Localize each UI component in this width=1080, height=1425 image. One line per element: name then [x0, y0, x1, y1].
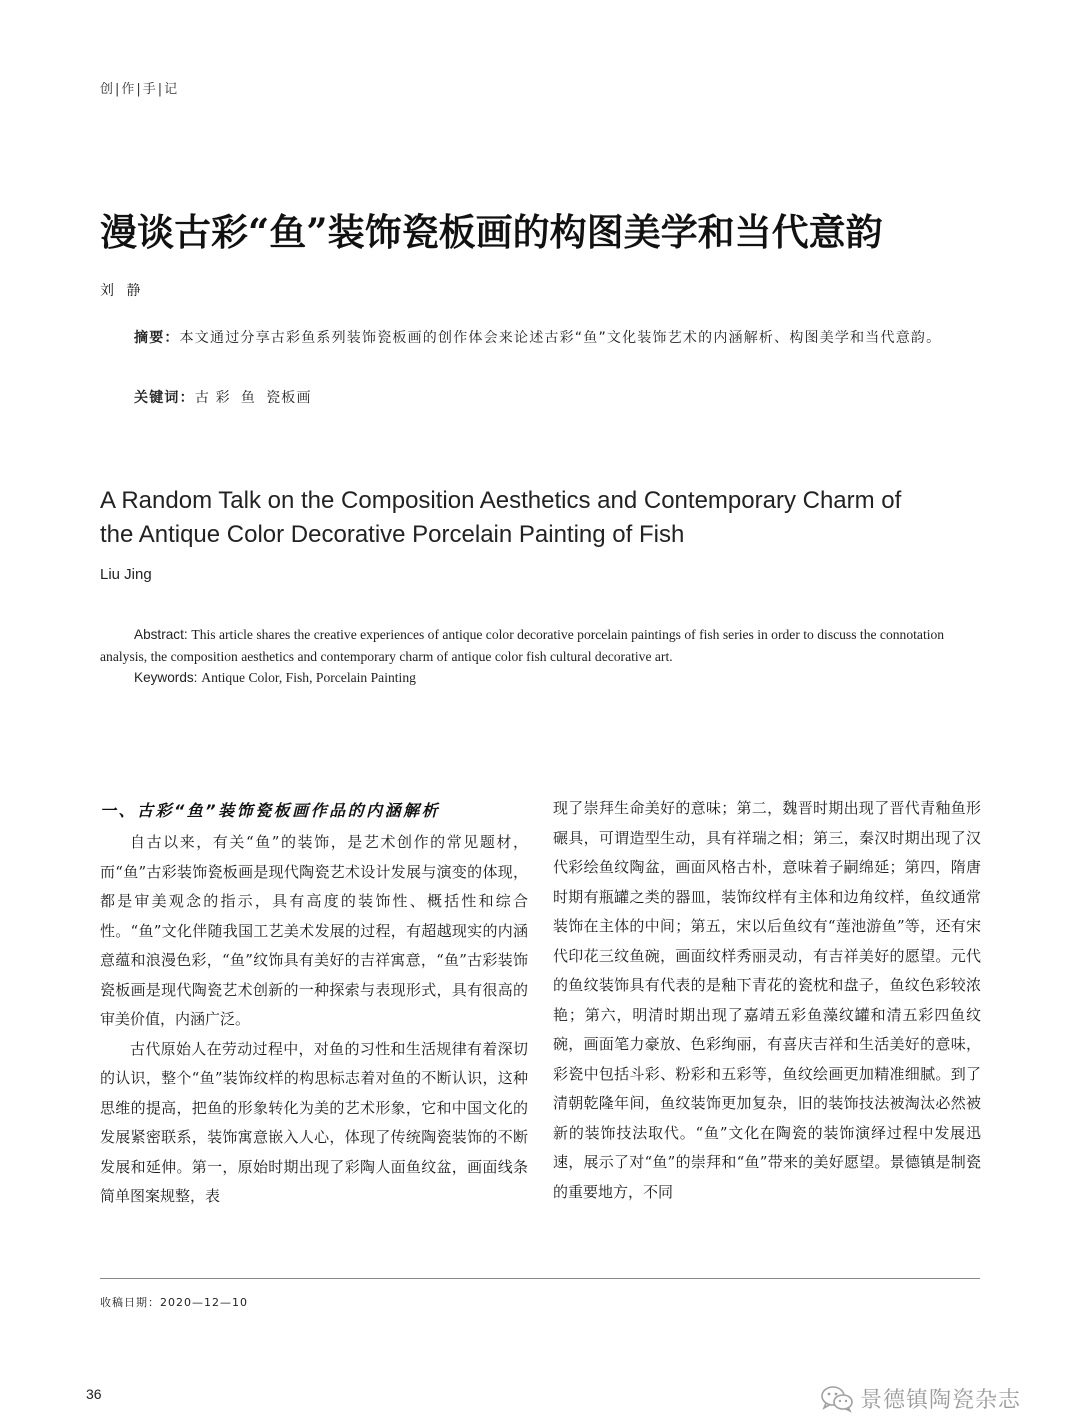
- chinese-title: 漫谈古彩“鱼”装饰瓷板画的构图美学和当代意韵: [100, 210, 883, 254]
- chinese-keyword-3: 瓷板画: [266, 390, 312, 406]
- body-column-left: [100, 796, 528, 1212]
- english-abstract-label: Abstract:: [134, 627, 192, 642]
- chinese-keyword-1: 古 彩: [194, 390, 231, 406]
- english-keywords-text: Antique Color, Fish, Porcelain Painting: [201, 670, 416, 685]
- watermark-text: 景德镇陶瓷杂志: [860, 1388, 1022, 1413]
- body-column-right: [553, 794, 981, 1207]
- english-abstract-text: This article shares the creative experiences of antique color decorative porcelain paintings of fish series in order to discuss the connotation analysis, the composition aesthetics and contemporary charm of antique color fish cultural decorative art.: [100, 627, 945, 664]
- received-date-value: 2020—12—10: [160, 1296, 248, 1309]
- body-paragraph: 现了崇拜生命美好的意味；第二，魏晋时期出现了晋代青釉鱼形碾具，可谓造型生动，具有祥瑞之相；第三，秦汉时期出现了汉代彩绘鱼纹陶盆，画面风格古朴，意味着子嗣绵延；第四，隋唐时期有瓶罐之类的器皿，装饰纹样有主体和边角纹样，鱼纹通常装饰在主体的中间；第五，宋以后鱼纹有“莲池游鱼”等，还有宋代印花三纹鱼碗，画面纹样秀丽灵动，有吉祥美好的愿望。元代的鱼纹装饰具有代表的是釉下青花的瓷枕和盘子，鱼纹色彩较浓艳；第六，明清时期出现了嘉靖五彩鱼藻纹罐和清五彩四鱼纹碗，画面笔力豪放、色彩绚丽，有喜庆吉祥和生活美好的意味，彩瓷中包括斗彩、粉彩和五彩等，鱼纹绘画更加精准细腻。到了清朝乾隆年间，鱼纹装饰更加复杂，旧的装饰技法被淘汰必然被新的装饰技法取代。“鱼”文化在陶瓷的装饰演绎过程中发展迅速，展示了对“鱼”的崇拜和“鱼”带来的美好愿望。景德镇是制瓷的重要地方，不同: [553, 799, 981, 1201]
- section-heading: 一、古彩“鱼”装饰瓷板画作品的内涵解析: [100, 801, 441, 820]
- watermark: [820, 1383, 1021, 1414]
- page-number: 36: [86, 1386, 102, 1402]
- body-paragraph: 自古以来，有关“鱼”的装饰，是艺术创作的常见题材，而“鱼”古彩装饰瓷板画是现代陶瓷艺术设计发展与演变的体现，都是审美观念的指示，具有高度的装饰性、概括性和综合性。“鱼”文化伴随我国工艺美术发展的过程，有超越现实的内涵意蕴和浪漫色彩，“鱼”纹饰具有美好的吉祥寓意，“鱼”古彩装饰瓷板画是现代陶瓷艺术创新的一种探索与表现形式，具有很高的审美价值，内涵广泛。: [100, 833, 528, 1028]
- english-keywords: [134, 667, 416, 689]
- english-author: Liu Jing: [100, 566, 152, 583]
- footnote-divider: [100, 1278, 980, 1279]
- chinese-keywords-label: 关键词：: [134, 390, 195, 406]
- english-keywords-label: Keywords:: [134, 670, 202, 685]
- chinese-abstract-text: 本文通过分享古彩鱼系列装饰瓷板画的创作体会来论述古彩“鱼”文化装饰艺术的内涵解析、构图美学和当代意韵。: [179, 330, 942, 346]
- english-abstract: [100, 624, 982, 668]
- section-label: 创|作|手|记: [100, 82, 180, 97]
- chinese-author: 刘 静: [100, 283, 145, 299]
- chinese-abstract: [100, 324, 980, 353]
- received-date-label: 收稿日期：: [100, 1296, 160, 1309]
- wechat-icon: [820, 1385, 854, 1413]
- english-title: [100, 484, 990, 552]
- chinese-keywords: [134, 384, 312, 413]
- chinese-keyword-2: 鱼: [240, 390, 257, 406]
- english-title-line-2: the Antique Color Decorative Porcelain Painting of Fish: [100, 521, 685, 548]
- english-title-line-1: A Random Talk on the Composition Aesthetics and Contemporary Charm of: [100, 487, 902, 514]
- body-paragraph: 古代原始人在劳动过程中，对鱼的习性和生活规律有着深切的认识，整个“鱼”装饰纹样的构思标志着对鱼的不断认识，这种思维的提高，把鱼的形象转化为美的艺术形象，它和中国文化的发展紧密联系，装饰寓意嵌入人心，体现了传统陶瓷装饰的不断发展和延伸。第一，原始时期出现了彩陶人面鱼纹盆，画面线条简单图案规整，表: [100, 1039, 528, 1205]
- chinese-abstract-label: 摘要：: [134, 330, 180, 346]
- received-date: [100, 1294, 248, 1310]
